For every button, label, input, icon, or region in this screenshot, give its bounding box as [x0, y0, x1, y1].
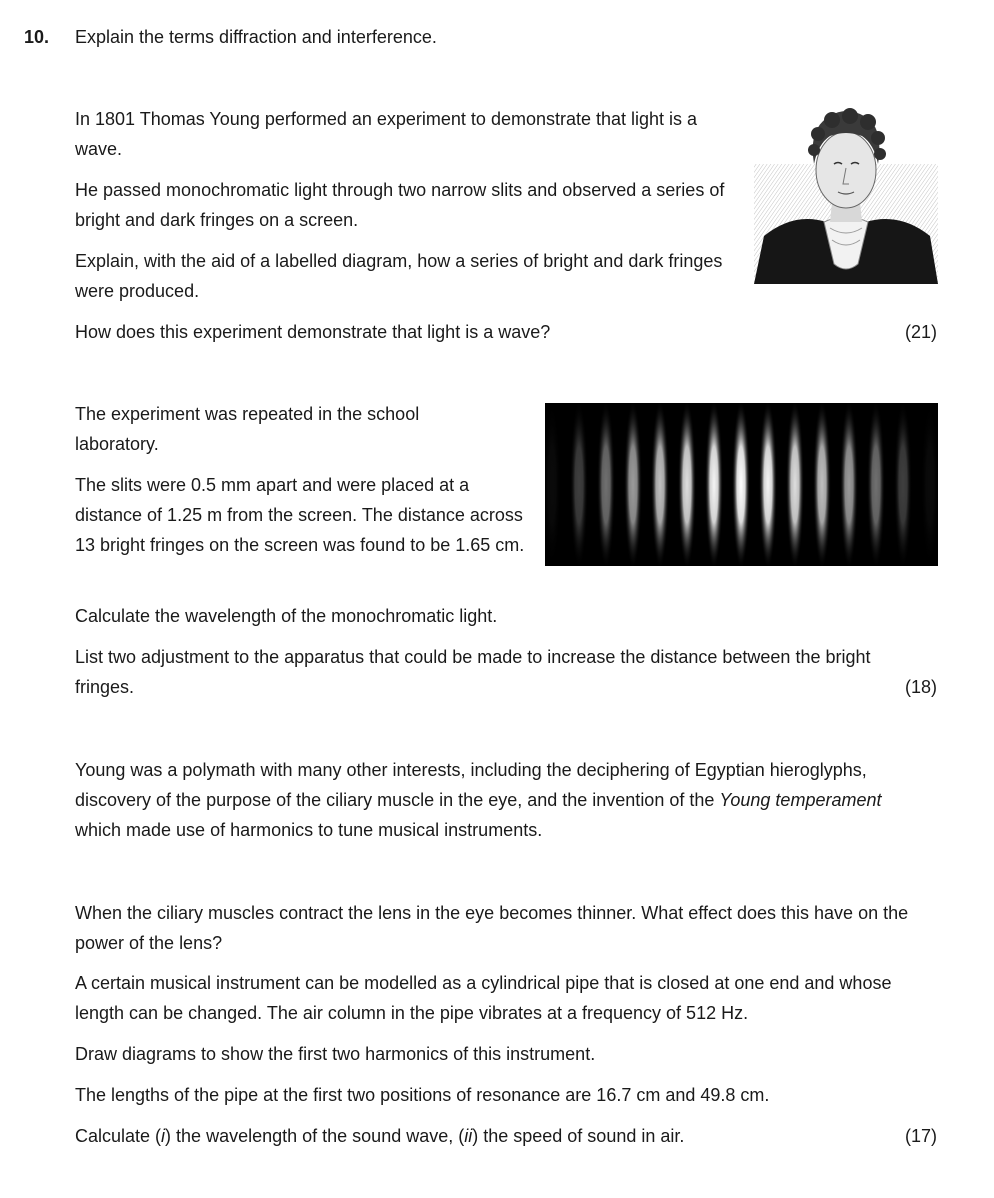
bright-fringe	[867, 403, 885, 566]
bright-fringe	[624, 403, 642, 566]
part-c-paragraph-3: A certain musical instrument can be modelled as a cylindrical pipe that is closed at one end and whose length can be changed. The air column in the pipe vibrates at a frequency of 512 Hz.	[75, 973, 892, 1023]
part-b-paragraph-1: The experiment was repeated in the school laboratory.	[75, 404, 420, 454]
bright-fringe	[597, 403, 615, 566]
bright-fringe	[786, 403, 804, 566]
part-c-text-6c: ) the speed of sound in air.	[472, 1126, 685, 1146]
part-a-paragraph-2: He passed monochromatic light through two narrow slits and observed a series of bright and dark fringes on a screen.	[75, 180, 725, 230]
part-c-paragraph-6	[75, 1121, 684, 1151]
question-number: 10.	[24, 27, 50, 47]
bright-fringe	[894, 403, 912, 566]
bright-fringe	[813, 403, 831, 566]
part-b-marks: (18)	[904, 677, 937, 697]
part-c-paragraph-4: Draw diagrams to show the first two harmonics of this instrument.	[75, 1044, 596, 1064]
young-temperament-term: Young temperament	[719, 790, 882, 810]
part-c-paragraph-2: When the ciliary muscles contract the lens in the eye becomes thinner. What effect does this have on the power of the lens?	[75, 903, 909, 953]
part-b-paragraph-3: Calculate the wavelength of the monochromatic light.	[75, 606, 498, 626]
bright-fringe	[651, 403, 669, 566]
bright-fringe	[545, 403, 561, 566]
question-intro: Explain the terms diffraction and interference.	[75, 27, 437, 47]
part-c-italic-ii: ii	[464, 1126, 473, 1146]
interference-fringe-pattern	[545, 403, 938, 566]
part-c-paragraph-1	[75, 755, 915, 845]
thomas-young-portrait	[754, 104, 938, 284]
bright-fringe	[840, 403, 858, 566]
part-a-paragraph-1: In 1801 Thomas Young performed an experiment to demonstrate that light is a wave.	[75, 109, 698, 159]
part-c-italic-i: i	[161, 1126, 166, 1146]
part-c-paragraph-5: The lengths of the pipe at the first two positions of resonance are 16.7 cm and 49.8 cm.	[75, 1085, 770, 1105]
part-a-paragraph-3: Explain, with the aid of a labelled diagram, how a series of bright and dark fringes were produced.	[75, 251, 723, 301]
bright-fringe	[732, 403, 750, 566]
part-c-text-1b: which made use of harmonics to tune musical instruments.	[75, 820, 543, 840]
bright-fringe	[921, 403, 938, 566]
part-c-text-6b: ) the wavelength of the sound wave, (	[165, 1126, 465, 1146]
part-a-marks: (21)	[904, 322, 937, 342]
bright-fringe	[759, 403, 777, 566]
bright-fringe	[705, 403, 723, 566]
part-c-text-6a: Calculate (	[75, 1126, 162, 1146]
part-b-paragraph-4: List two adjustment to the apparatus that could be made to increase the distance between the bright fringes.	[75, 647, 871, 697]
part-c-marks: (17)	[904, 1126, 937, 1146]
bright-fringe	[570, 403, 588, 566]
part-c-text-1a: Young was a polymath with many other interests, including the deciphering of Egyptian hieroglyphs, discovery of the purpose of the ciliary muscle in the eye, and the invention of the	[75, 760, 867, 810]
bright-fringe	[678, 403, 696, 566]
part-a-paragraph-4: How does this experiment demonstrate that light is a wave?	[75, 322, 551, 342]
part-b-paragraph-2: The slits were 0.5 mm apart and were placed at a distance of 1.25 m from the screen. The distance across 13 bright fringes on the screen was found to be 1.65 cm.	[75, 475, 525, 555]
